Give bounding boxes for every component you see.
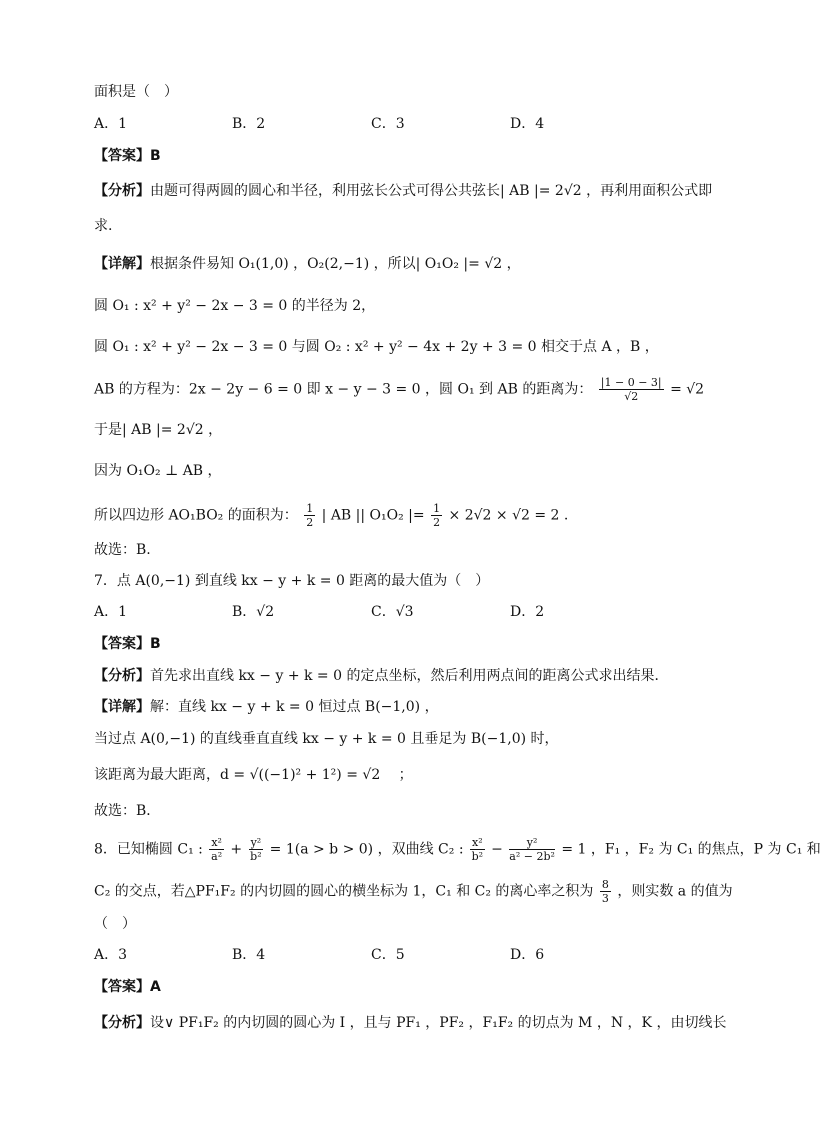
q6-detail-line4-b: = √2 — [670, 381, 705, 398]
q6-detail-line7 — [94, 502, 734, 529]
q7-answer: 【答案】B — [94, 636, 161, 652]
q6-half-fraction-2 — [431, 502, 442, 529]
q6-detail-line4-a: AB 的方程为：2x − 2y − 6 = 0 即 x − y − 3 = 0 ，圆 O₁ 到 AB 的距离为： — [94, 381, 593, 398]
q8-stem-line1 — [94, 836, 821, 863]
q8-frac-x2-a2 — [209, 836, 224, 863]
q8-frac2-num: y² — [250, 836, 262, 849]
q8-frac1-den: a² — [211, 850, 223, 863]
q6-detail-line7-c: × 2√2 × √2 = 2 . — [448, 507, 569, 524]
q6-detail-line6: 因为 O₁O₂ ⊥ AB ， — [94, 463, 222, 479]
q7-analysis — [94, 666, 734, 686]
q7-detail-line1: 解：直线 kx − y + k = 0 恒过点 B(−1,0) ， — [150, 699, 439, 715]
q7-detail-tag: 【详解】 — [94, 699, 150, 715]
q7-analysis-tag: 【分析】 — [94, 668, 150, 684]
q6-choice-c: C．3 — [371, 116, 405, 132]
q6-detail-line3: 圆 O₁ : x² + y² − 2x − 3 = 0 与圆 O₂ : x² + y² − 4x + 2y + 3 = 0 相交于点 A ，B ， — [94, 339, 659, 355]
q8-choice-a: A．3 — [94, 947, 128, 963]
q7-conclusion: 故选：B． — [94, 803, 161, 819]
q7-choice-a: A．1 — [94, 604, 128, 620]
q6-choices — [94, 114, 734, 134]
q8-choice-c: C．5 — [371, 947, 405, 963]
q8-frac-x2-b2 — [470, 836, 485, 863]
q8-choice-b: B．4 — [232, 947, 266, 963]
q6-choice-d: D．4 — [510, 116, 545, 132]
q8-stem-e: = 1 ，F₁ ，F₂ 为 C₁ 的焦点，P 为 C₁ 和 — [561, 841, 821, 858]
q8-frac-y2-b2 — [249, 836, 264, 863]
q6-detail-line2: 圆 O₁ : x² + y² − 2x − 3 = 0 的半径为 2， — [94, 298, 376, 314]
q7-choice-b: B．√2 — [232, 604, 275, 620]
q6-detail — [94, 254, 734, 274]
q8-frac5-den: 3 — [601, 892, 609, 905]
q6-analysis-line2: 求. — [94, 218, 113, 234]
q8-analysis-tag: 【分析】 — [94, 1015, 150, 1031]
q8-stem-b: + — [230, 841, 243, 858]
q7-stem: 7．点 A(0,−1) 到直线 kx − y + k = 0 距离的最大值为（ ） — [94, 573, 490, 589]
q8-frac3-den: b² — [471, 850, 484, 863]
q8-frac1-num: x² — [211, 836, 222, 849]
q8-choice-d: D．6 — [510, 947, 545, 963]
q6-detail-line7-b: | AB || O₁O₂ |= — [321, 507, 425, 524]
q6-detail-line1: 根据条件易知 O₁(1,0) ，O₂(2,−1) ，所以| O₁O₂ |= √2 ， — [150, 256, 521, 272]
q8-stem-line2-b: ，则实数 a 的值为 — [617, 883, 733, 900]
q6-choice-a: A．1 — [94, 116, 128, 132]
q6-analysis-text: 由题可得两圆的圆心和半径，利用弦长公式可得公共弦长| AB |= 2√2 ，再利用面积公式即 — [150, 183, 713, 199]
q8-answer: 【答案】A — [94, 979, 161, 995]
q8-frac-y2-a2-2b2 — [509, 836, 555, 863]
q6-distance-denominator: √2 — [624, 390, 639, 403]
q7-analysis-text: 首先求出直线 kx − y + k = 0 的定点坐标，然后利用两点间的距离公式求出结果． — [150, 668, 669, 684]
q8-stem-line2 — [94, 878, 734, 905]
q8-frac4-num: y² — [509, 836, 555, 850]
q6-detail-line5: 于是| AB |= 2√2 ， — [94, 422, 223, 438]
q8-choices — [94, 945, 734, 965]
q6-half-1-num: 1 — [306, 502, 314, 515]
q6-detail-line7-a: 所以四边形 AO₁BO₂ 的面积为： — [94, 507, 298, 524]
q6-half-fraction-1 — [304, 502, 315, 529]
q8-frac3-num: x² — [472, 836, 483, 849]
q7-choice-d: D．2 — [510, 604, 545, 620]
q8-stem-c: = 1(a > b > 0) ，双曲线 C₂ : — [269, 841, 464, 858]
q6-stem-tail: 面积是（ ） — [94, 84, 178, 100]
q8-stem-line3: （ ） — [94, 916, 136, 932]
q8-stem-d: − — [491, 841, 503, 858]
q6-distance-numerator: |1 − 0 − 3| — [600, 376, 662, 389]
q8-frac2-den: b² — [250, 850, 262, 863]
q6-answer: 【答案】B — [94, 148, 161, 164]
q7-detail-line3: 该距离为最大距离，d = √((−1)² + 1²) = √2 ； — [94, 767, 413, 783]
q8-frac-8-3 — [600, 878, 611, 905]
q6-analysis-tag: 【分析】 — [94, 183, 150, 199]
q6-half-1-den: 2 — [306, 516, 314, 529]
q6-detail-line4 — [94, 376, 734, 403]
q6-half-2-num: 1 — [433, 502, 441, 515]
q7-choice-c: C．√3 — [371, 604, 414, 620]
q8-stem-a: 8．已知椭圆 C₁ : — [94, 841, 203, 858]
q7-detail-line2: 当过点 A(0,−1) 的直线垂直直线 kx − y + k = 0 且垂足为 B(−1,0) 时， — [94, 731, 559, 747]
q8-stem-line2-a: C₂ 的交点，若△PF₁F₂ 的内切圆的圆心的横坐标为 1，C₁ 和 C₂ 的离心率之积为 — [94, 883, 594, 900]
q7-detail — [94, 697, 734, 717]
q8-frac4-den: a² − 2b² — [509, 850, 555, 863]
q7-choices — [94, 602, 734, 622]
q8-analysis-text: 设∨ PF₁F₂ 的内切圆的圆心为 I ，且与 PF₁ ，PF₂ ，F₁F₂ 的切点为 M ，N ，K ，由切线长 — [150, 1015, 727, 1031]
q6-analysis — [94, 181, 734, 201]
q6-choice-b: B．2 — [232, 116, 266, 132]
q6-half-2-den: 2 — [433, 516, 441, 529]
q8-frac5-num: 8 — [601, 878, 609, 891]
q6-distance-fraction — [599, 376, 664, 403]
q8-analysis — [94, 1013, 734, 1033]
q6-conclusion: 故选：B. — [94, 542, 151, 558]
q6-detail-tag: 【详解】 — [94, 256, 150, 272]
